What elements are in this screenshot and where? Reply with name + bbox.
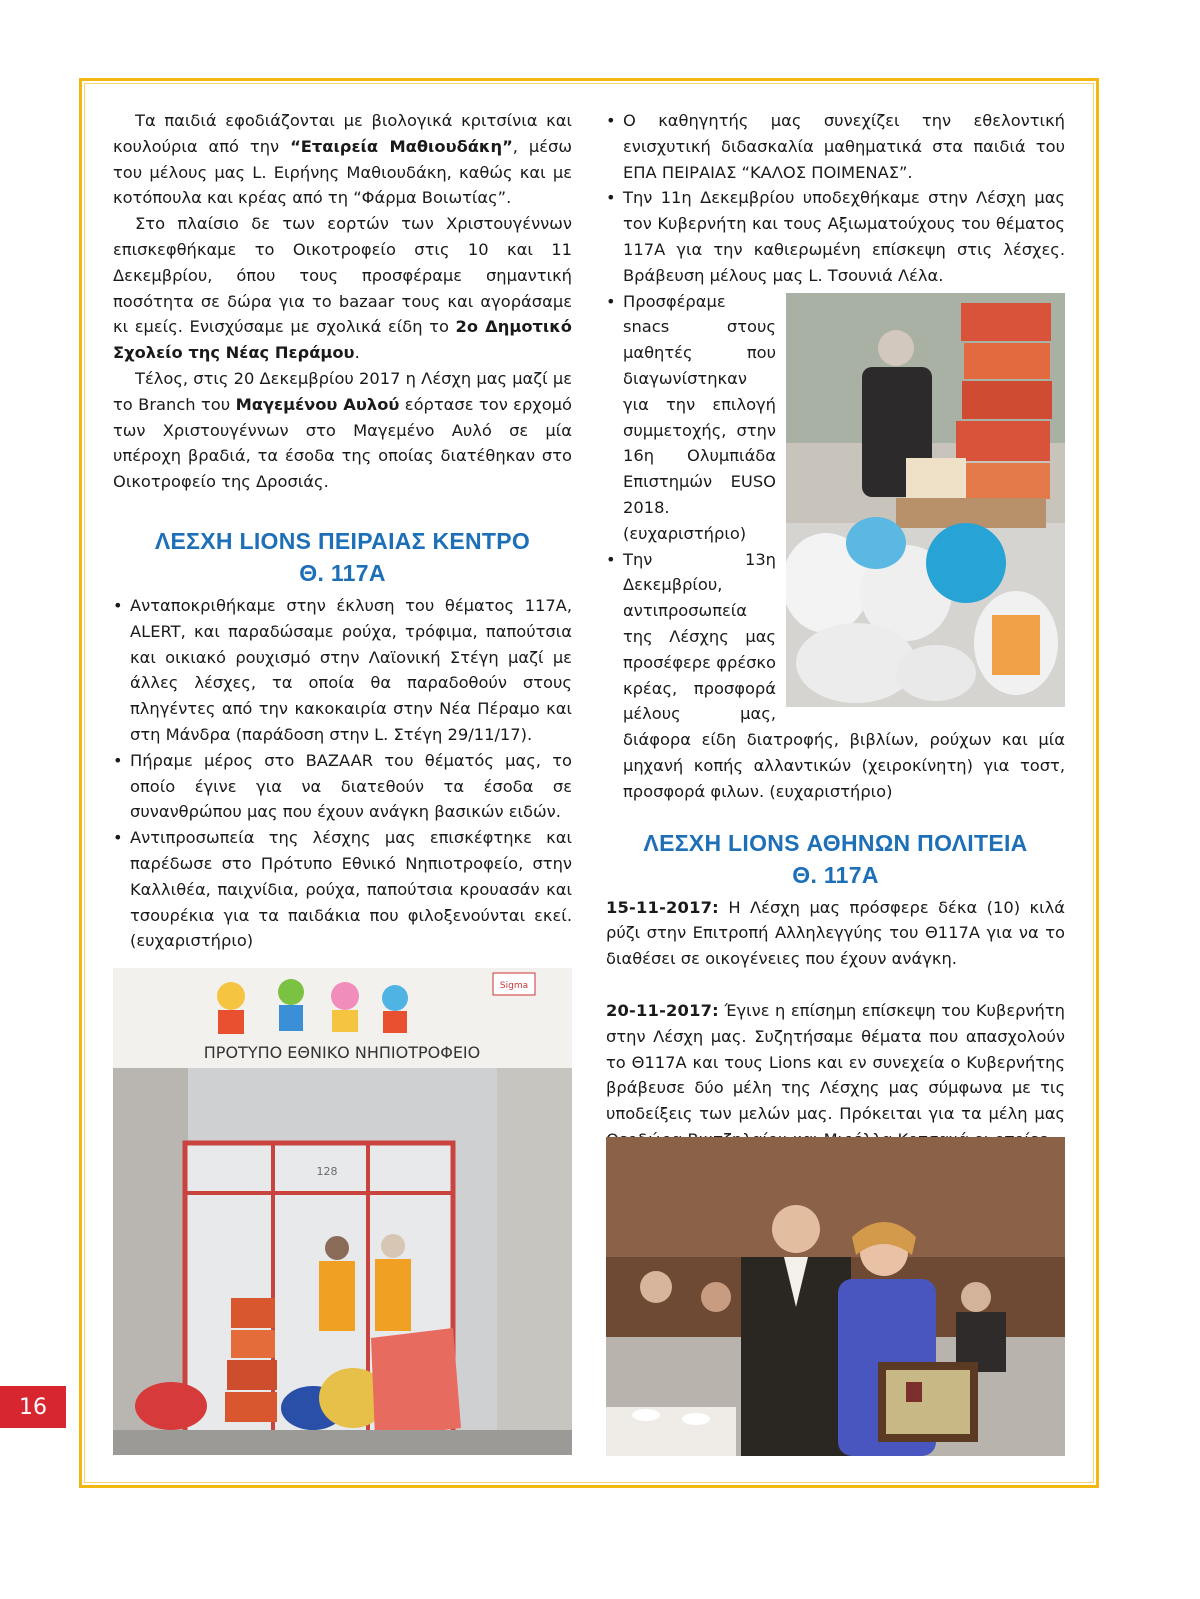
photo-nursery-entrance xyxy=(113,968,572,1455)
right-column xyxy=(606,108,1065,1153)
bullet-list-top xyxy=(606,108,1065,289)
paragraph-christmas-visit: Στο πλαίσιο δε των εορτών των Χριστουγέννων επισκεφθήκαμε το Οικοτροφείο στις 10 και 11 Δεκεμβρίου, όπου τους προσφέραμε σημαντική ποσότητα σε δώρα για το bazaar τους και αγοράσαμε κι εμείς. Ενισχύσαμε με σχολικά είδη το 2ο Δημοτικό Σχολείο της Νέας Περάμου. xyxy=(113,214,572,363)
entry-15-11-2017: 15-11-2017: Η Λέσχη μας πρόσφερε δέκα (10) κιλά ρύζι στην Επιτροπή Αλληλεγγύης του Θ117Α για να το διαθέσει σε οικογένειες που έχουν ανάγκη. xyxy=(606,897,1065,969)
bullet-list-middle xyxy=(606,289,1065,805)
list-item: • Αντιπροσωπεία της λέσχης μας επισκέφτηκε και παρέδωσε στο Πρότυπο Εθνικό Νηπιοτροφείο, στην Καλλιθέα, παιχνίδια, ρούχα, παπούτσια κρουασάν και τσουρέκια για τα παιδάκια που φιλοξενούνται εκεί. (ευχαριστήριο) xyxy=(113,825,572,954)
section-heading-athinon: ΛΕΣΧΗ LIONS ΑΘΗΝΩΝ ΠΟΛΙΤΕΙΑ Θ. 117Α xyxy=(643,829,1028,888)
photo-brand-label: Sigma xyxy=(499,981,529,991)
list-item: • Την 11η Δεκεμβρίου υποδεχθήκαμε στην Λέσχη μας τον Κυβερνήτη και τους Αξιωματούχους του θέματος 117Α για την καθιερωμένη επίσκεψη στις λέσχες. Βράβευση μέλους μας L. Τσουνιά Λέλα. xyxy=(606,185,1065,288)
list-item: • Ο καθηγητής μας συνεχίζει την εθελοντική ενισχυτική διδασκαλία μαθηματικά στα παιδιά του ΕΠΑ ΠΕΙΡΑΙΑΣ “ΚΑΛΟΣ ΠΟΙΜΕΝΑΣ”. xyxy=(606,108,1065,185)
paragraph-branch-event: Τέλος, στις 20 Δεκεμβρίου 2017 η Λέσχη μας μαζί με το Branch του Μαγεμένου Αυλού εόρτασε τον ερχομό των Χριστουγέννων στο Μαγεμένο Αυλό σε μία υπέροχη βραδιά, τα έσοδα της οποίας διατέθηκαν στο Οικοτροφείο της Δροσιάς. xyxy=(113,368,572,492)
list-item: • Ανταποκριθήκαμε στην έκλυση του θέματος 117Α, ALERT, και παραδώσαμε ρούχα, τρόφιμα, παπούτσια και οικιακό ρουχισμό στην Λαϊονική Στέγη μαζί με άλλες λέσχες, τα οποία θα παραδοθούν στους πληγέντες από την κακοκαιρία στην Νέα Πέραμο και στη Μάνδρα (παράδοση στην L. Στέγη 29/11/17). xyxy=(113,593,572,748)
section-heading-peiraias: ΛΕΣΧΗ LIONS ΠΕΙΡΑΙΑΣ ΚΕΝΤΡΟ Θ. 117Α xyxy=(154,527,531,586)
entry-20-11-2017: 20-11-2017: Έγινε η επίσημη επίσκεψη του Κυβερνήτη στην Λέσχη μας. Συζητήσαμε θέματα που απασχολούν το Θ117Α και τους Lions και εν συνεχεία ο Κυβερνήτης βράβευσε δύο μέλη της Λέσχης μας σύμφωνα με τις υποδείξεις των μελών μας. Πρόκειται για τα μέλη μας xyxy=(606,1000,1065,1124)
paragraph-intro: Τα παιδιά εφοδιάζονται με βιολογικά κριτσίνια και κουλούρια από την “Εταιρεία Μαθιουδάκη”, μέσω του μέλους μας L. Ειρήνης Μαθιουδάκη, καθώς και με κοτόπουλα και κρέας από τη “Φάρμα Βοιωτίας”. xyxy=(113,111,573,208)
bullet-list-peiraias xyxy=(113,593,572,954)
list-item: • Την 13η Δεκεμβρίου, αντιπροσωπεία της Λέσχης μας προσέφερε φρέσκο κρέας, προσφορά μέλους μας, διάφορα είδη διατροφής, βιβλίων, ρούχων και μία μηχανή κοπής αλλαντικών (χειροκίνητη) για τοστ, προσφορά φιλων. (ευχαριστήριο) xyxy=(606,547,1065,805)
page-number: 16 xyxy=(0,1386,66,1428)
photo-door-number: 128 xyxy=(316,1165,338,1178)
photo-sign-text: ΠΡΟΤΥΠΟ ΕΘΝΙΚΟ ΝΗΠΙΟΤΡΟΦΕΙΟ xyxy=(203,1043,481,1062)
left-column xyxy=(113,108,572,954)
list-item: • Πήραμε μέρος στο BAZAAR του θέματός μας, το οποίο έγινε για να διατεθούν τα έσοδα σε συνανθρώπου μας που έχουν ανάγκη βασικών ειδών. xyxy=(113,748,572,825)
list-item: • Προσφέραμε snacs στους μαθητές που διαγωνίστηκαν για την επιλογή συμμετοχής, στην 16η Ολυμπιάδα Επιστημών EUSO 2018. (ευχαριστήριο) xyxy=(606,289,1065,547)
photo-award-ceremony xyxy=(606,1137,1065,1456)
